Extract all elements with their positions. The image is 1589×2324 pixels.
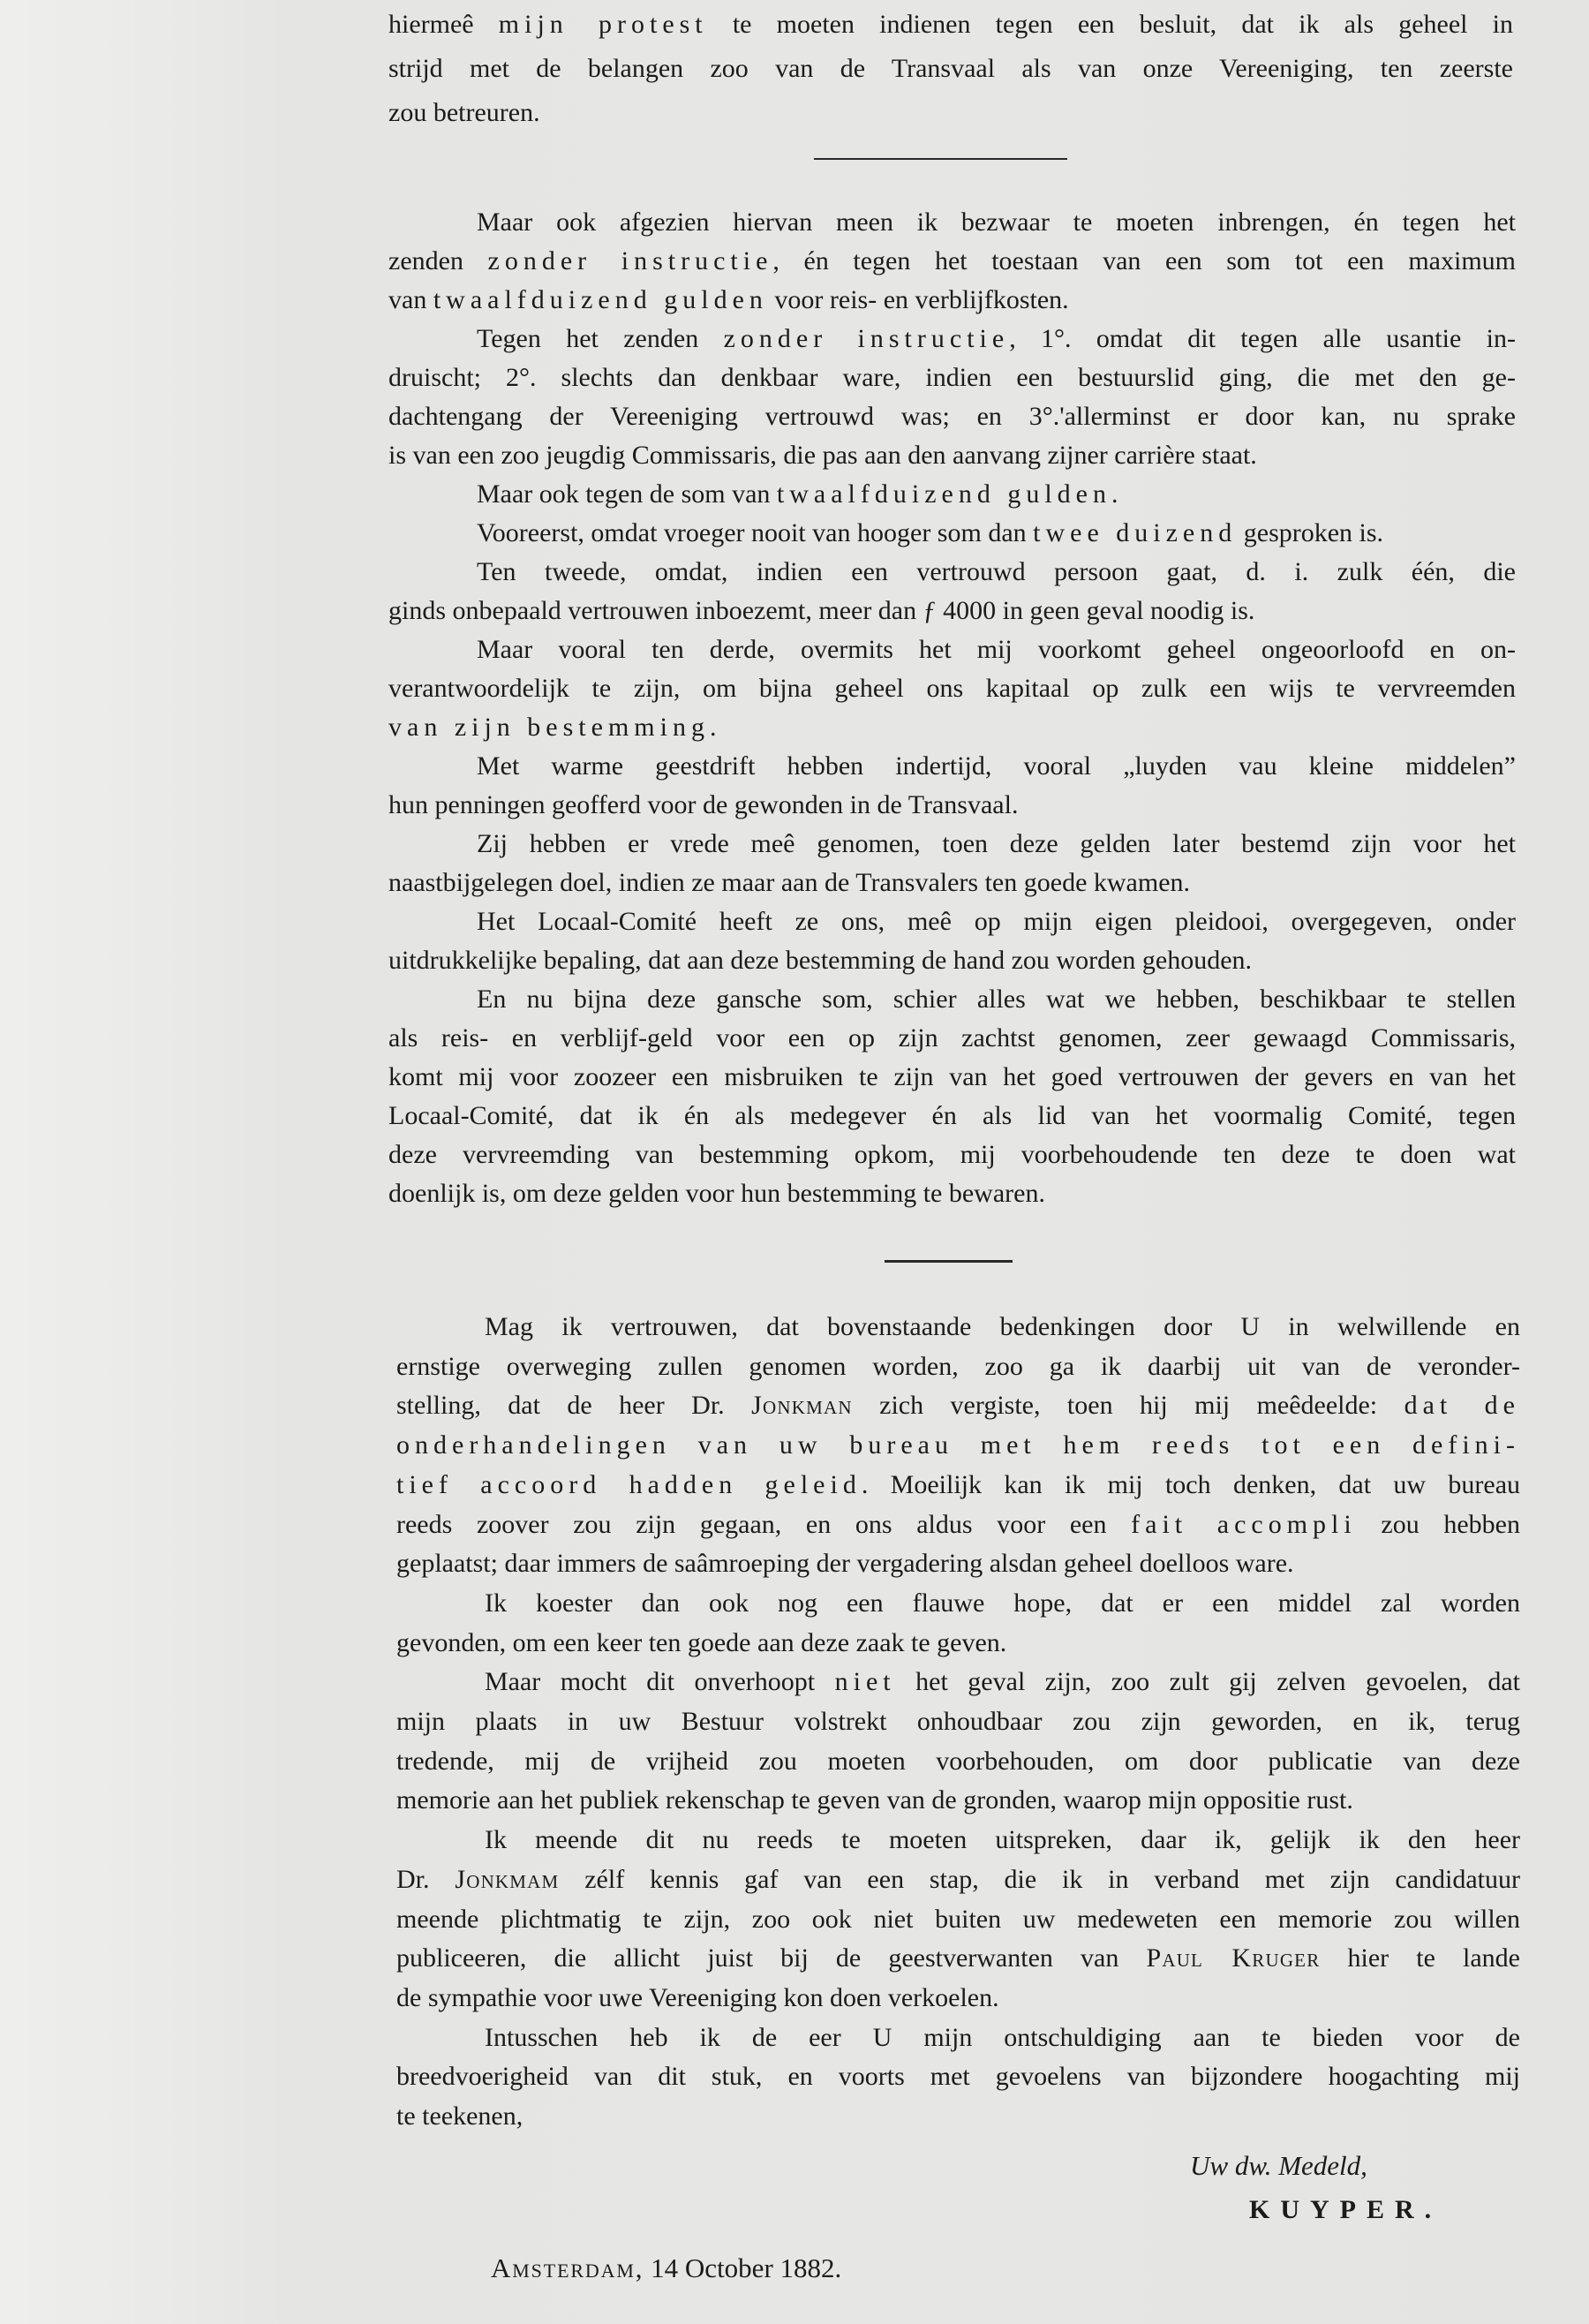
text-run: ernstige overweging zullen genomen worden, zoo ga ik daarbij uit van de veronder- <box>396 1351 1520 1381</box>
text-run: Ik koester dan ook nog een flauwe hope, dat er een middel zal worden <box>485 1588 1520 1618</box>
paragraph <box>388 514 1516 553</box>
emphasis-spaced-text: zonder instructie <box>487 246 773 275</box>
text-run: hiermeê <box>388 10 499 39</box>
text-run: het geval zijn, zoo zult gij zelven gevoelen, dat <box>895 1667 1521 1697</box>
text-line <box>388 553 1516 592</box>
text-line <box>396 1624 1520 1664</box>
text-run: Maar vooral ten derde, overmits het mij voorkomt geheel ongeoorloofd en on- <box>477 635 1516 664</box>
text-run: voor reis- en verblijfkosten. <box>767 285 1069 314</box>
text-line <box>388 1174 1516 1213</box>
text-line <box>396 1939 1520 1979</box>
text-run: zenden <box>388 246 488 275</box>
text-line <box>388 864 1516 902</box>
text-line <box>388 669 1516 708</box>
text-run: zou betreuren. <box>388 98 540 127</box>
text-line <box>388 825 1516 864</box>
text-line <box>396 1426 1520 1466</box>
text-run: naastbijgelegen doel, indien ze maar aan de Transvalers ten goede kwamen. <box>388 868 1191 897</box>
text-run: Ten tweede, omdat, indien een vertrouwd persoon gaat, d. i. zulk één, die <box>477 557 1516 586</box>
text-line <box>388 747 1516 786</box>
paragraph <box>388 630 1516 747</box>
text-line <box>388 708 1516 747</box>
emphasis-spaced-text: twee duizend <box>1033 518 1238 547</box>
paragraph <box>388 747 1516 825</box>
text-line <box>388 475 1516 514</box>
text-line <box>388 281 1516 320</box>
text-line <box>388 1136 1516 1174</box>
text-line <box>396 1821 1520 1860</box>
paragraph <box>388 3 1513 135</box>
text-run: stelling, dat de heer Dr. <box>396 1391 752 1421</box>
text-run: verantwoordelijk te zijn, om bijna geheel ons kapitaal op zulk een wijs te vervreemden <box>388 674 1516 703</box>
text-run: geplaatst; daar immers de saâmroeping der vergadering alsdan geheel doelloos ware. <box>396 1549 1294 1579</box>
place: Amsterdam, <box>491 2252 644 2283</box>
text-run: Dr. <box>396 1864 456 1894</box>
text-run: uitdrukkelijke bepaling, dat aan deze bestemming de hand zou worden gehouden. <box>388 946 1253 975</box>
text-run: Met warme geestdrift hebben indertijd, vooral „luyden vau kleine middelen” <box>477 751 1516 781</box>
text-run: tredende, mij de vrijheid zou moeten voorbehouden, om door publicatie van deze <box>396 1746 1520 1776</box>
text-run: memorie aan het publiek rekenschap te geven van de gronden, waarop mijn oppositie rust. <box>396 1785 1353 1815</box>
text-line <box>388 91 1513 135</box>
text-run: komt mij voor zoozeer een misbruiken te zijn van het goed vertrouwen der gevers en van het <box>388 1062 1516 1091</box>
text-run: van <box>388 285 433 314</box>
emphasis-spaced-text: dat de <box>1404 1391 1521 1421</box>
text-run: zélf kennis gaf van een stap, die ik in verband met zijn candidatuur <box>559 1864 1520 1894</box>
text-line <box>388 47 1513 91</box>
text-line <box>396 1544 1520 1584</box>
emphasis-spaced-text: twaalfduizend gulden <box>433 285 768 314</box>
paragraph <box>388 203 1516 320</box>
text-line <box>388 1058 1516 1097</box>
letter-body-conclusion <box>396 1308 1520 2137</box>
text-run: dachtengang der Vereeniging vertrouwd was; en 3°.'allerminst er door kan, nu sprake <box>388 402 1516 431</box>
text-line <box>396 1308 1520 1347</box>
text-run: Ik meende dit nu reeds te moeten uitspreken, daar ik, gelijk ik den heer <box>485 1825 1520 1855</box>
paragraph <box>388 825 1516 902</box>
paragraph <box>396 2018 1520 2137</box>
text-run: Vooreerst, omdat vroeger nooit van hooger som dan <box>477 518 1034 547</box>
text-line <box>388 514 1516 553</box>
text-line <box>396 2057 1520 2097</box>
text-line <box>396 1979 1520 2018</box>
text-run: Maar ook tegen de som van <box>477 479 777 509</box>
small-caps-name: Paul Kruger <box>1146 1943 1321 1973</box>
text-line <box>396 1505 1520 1545</box>
small-caps-name: Jonkmam <box>455 1864 560 1894</box>
letter-body-objections <box>388 203 1516 1213</box>
text-run: de sympathie voor uwe Vereeniging kon doen verkoelen. <box>396 1982 999 2012</box>
text-run: Maar mocht dit onverhoopt <box>485 1667 835 1697</box>
text-run: deze vervreemding van bestemming opkom, mij voorbehoudende ten deze te doen wat <box>388 1140 1516 1169</box>
text-line <box>388 1019 1516 1058</box>
text-run: Intusschen heb ik de eer U mijn ontschuldiging aan te bieden voor de <box>485 2022 1520 2052</box>
text-line <box>396 2097 1520 2137</box>
text-line <box>388 980 1516 1019</box>
place-and-date <box>491 2251 841 2286</box>
emphasis-spaced-text: tief accoord hadden geleid <box>396 1469 862 1499</box>
text-run: zou hebben <box>1356 1509 1520 1539</box>
text-run: Het Locaal-Comité heeft ze ons, meê op mijn eigen pleidooi, overgegeven, onder <box>477 907 1516 936</box>
signature: KUYPER. <box>1249 2195 1442 2224</box>
date: 14 October 1882. <box>651 2252 842 2283</box>
text-run: . <box>1111 479 1118 509</box>
text-run: hun penningen geofferd voor de gewonden in de Transvaal. <box>388 790 1019 819</box>
text-line <box>396 1584 1520 1624</box>
text-run: zich vergiste, toen hij mij meêdeelde: <box>852 1391 1404 1421</box>
text-line <box>388 941 1516 980</box>
text-line <box>396 1347 1520 1387</box>
paragraph <box>396 1663 1520 1821</box>
text-line <box>388 203 1516 242</box>
text-run: meende plichtmatig te zijn, zoo ook niet buiten uw medeweten een memorie zou willen <box>396 1904 1520 1934</box>
emphasis-spaced-text: mijn protest <box>498 10 708 39</box>
text-run: gevonden, om een keer ten goede aan deze zaak te geven. <box>396 1627 1007 1657</box>
text-line <box>396 1781 1520 1821</box>
text-run: reeds zoover zou zijn gegaan, en ons aldus voor een <box>396 1509 1132 1539</box>
text-line <box>388 1097 1516 1136</box>
section-divider <box>814 158 1067 160</box>
text-line <box>388 902 1516 941</box>
closing-salutation: Uw dw. Medeld, <box>1190 2150 1367 2181</box>
text-run: . Moeilijk kan ik mij toch denken, dat uw bureau <box>861 1469 1521 1499</box>
text-run: te teekenen, <box>396 2101 523 2132</box>
text-run: Mag ik vertrouwen, dat bovenstaande bedenkingen door U in welwillende en <box>485 1312 1520 1341</box>
letter-body-continued-paragraph <box>388 3 1513 135</box>
text-line <box>388 320 1516 358</box>
paragraph <box>396 1308 1520 1584</box>
emphasis-spaced-text: niet <box>834 1667 896 1697</box>
text-run: publiceeren, die allicht juist bij de geestverwanten van <box>396 1943 1147 1973</box>
text-run: , én tegen het toestaan van een som tot een maximum <box>772 246 1516 275</box>
text-run: is van een zoo jeugdig Commissaris, die pas aan den aanvang zijner carrière staat. <box>388 441 1257 470</box>
text-line <box>388 3 1513 47</box>
text-run: , 1°. omdat dit tegen alle usantie in- <box>1009 324 1516 353</box>
text-run: Maar ook afgezien hiervan meen ik bezwaar te moeten inbrengen, én tegen het <box>477 208 1516 237</box>
text-line <box>388 358 1516 397</box>
text-run: mijn plaats in uw Bestuur volstrekt onhoudbaar zou zijn geworden, en ik, terug <box>396 1707 1520 1737</box>
small-caps-name: Jonkman <box>751 1391 853 1421</box>
text-line <box>396 1742 1520 1782</box>
text-run: als reis- en verblijf-geld voor een op zijn zachtst genomen, zeer gewaagd Commissaris, <box>388 1023 1516 1053</box>
text-run: En nu bijna deze gansche som, schier alles wat we hebben, beschikbaar te stellen <box>477 985 1516 1014</box>
text-line <box>396 1702 1520 1742</box>
text-line <box>388 242 1516 281</box>
emphasis-spaced-text: twaalfduizend gulden <box>776 479 1111 509</box>
text-run: ginds onbepaald vertrouwen inboezemt, meer dan ƒ 4000 in geen geval noodig is. <box>388 596 1255 625</box>
text-line <box>396 1860 1520 1900</box>
text-line <box>396 1466 1520 1505</box>
text-line <box>396 2018 1520 2058</box>
text-run: breedvoerigheid van dit stuk, en voorts met gevoelens van bijzondere hoogachting mij <box>396 2062 1520 2092</box>
emphasis-spaced-text: onderhandelingen van uw bureau met hem reeds tot een defini- <box>396 1430 1520 1460</box>
paragraph <box>388 980 1516 1213</box>
text-run: gesproken is. <box>1237 518 1384 547</box>
text-run: strijd met de belangen zoo van de Transvaal als van onze Vereeniging, ten zeerste <box>388 54 1513 83</box>
text-run: doenlijk is, om deze gelden voor hun bestemming te bewaren. <box>388 1179 1045 1208</box>
paragraph <box>388 902 1516 980</box>
text-run: . <box>709 713 717 742</box>
text-line <box>388 786 1516 825</box>
paragraph <box>388 553 1516 630</box>
paragraph <box>388 475 1516 514</box>
emphasis-spaced-text: fait accompli <box>1131 1509 1357 1539</box>
text-line <box>388 397 1516 436</box>
text-run: druischt; 2°. slechts dan denkbaar ware, indien een bestuurslid ging, die met den ge- <box>388 363 1516 392</box>
text-line <box>388 592 1516 630</box>
paragraph <box>396 1584 1520 1663</box>
text-run: te moeten indienen tegen een besluit, dat ik als geheel in <box>707 10 1514 39</box>
text-line <box>396 1386 1520 1426</box>
paragraph <box>396 1821 1520 2018</box>
text-line <box>388 436 1516 475</box>
text-line <box>396 1900 1520 1940</box>
text-line <box>396 1663 1520 1702</box>
text-run: Tegen het zenden <box>477 324 724 353</box>
text-run: hier te lande <box>1320 1943 1520 1973</box>
text-run: Locaal-Comité, dat ik én als medegever én als lid van het voormalig Comité, tegen <box>388 1101 1516 1130</box>
text-line <box>388 630 1516 669</box>
emphasis-spaced-text: van zijn bestemming <box>388 713 710 742</box>
paragraph <box>388 320 1516 475</box>
text-run: Zij hebben er vrede meê genomen, toen deze gelden later bestemd zijn voor het <box>477 829 1516 858</box>
emphasis-spaced-text: zonder instructie <box>723 324 1010 353</box>
section-divider <box>885 1260 1013 1263</box>
